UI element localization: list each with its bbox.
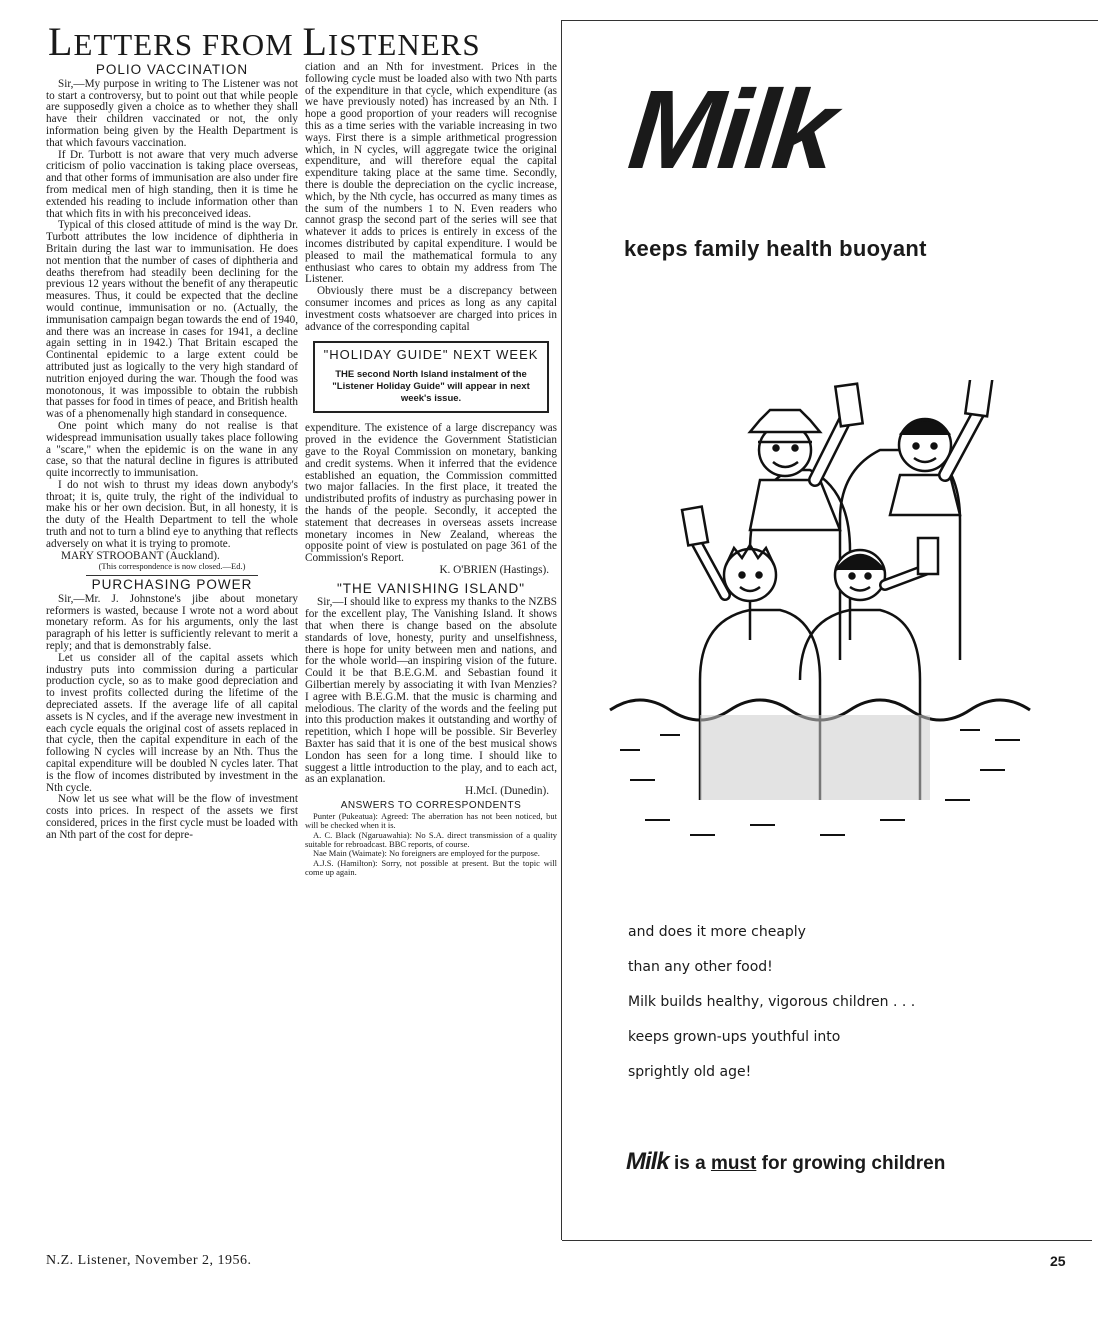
answer-item: Nae Main (Waimate): No foreigners are employed for the purpose. bbox=[313, 848, 540, 859]
column-1 bbox=[46, 62, 298, 842]
copy-line: keeps grown-ups youthful into bbox=[628, 1029, 841, 1045]
vanishing-signature: H.McI. (Dunedin). bbox=[465, 785, 549, 798]
purchasing-cont-3: expenditure. The existence of a large discrepancy was proved in the evidence the Government Statistician gave to the Royal Commission on monetary, banking and credit systems. When it inferred that the evidence established an equation, the Commission committed two major fallacies. In the first place, it treated the undistributed profits of industry as purchasing power in the hands of the people. Secondly, it accepted the statement that decreases in overseas assets increase monetary incomes in New Zealand, whereas the opposite point of view is postulated on page 361 of the Commission's Report. bbox=[305, 422, 557, 565]
advert-top-rule bbox=[562, 20, 1098, 21]
answer-item: Punter (Pukeatua): Agreed: The aberration has not been noticed, but will be checked when it is. bbox=[305, 810, 557, 831]
advert-bottom-rule bbox=[562, 1240, 1092, 1241]
column-divider bbox=[561, 20, 562, 1240]
page-number: 25 bbox=[1050, 1253, 1066, 1269]
purchasing-para-1: Sir,—Mr. J. Johnstone's jibe about monetary reformers is wasted, because I wrote not a word about monetary reform. As for his arguments, only the last paragraph of his letter is sufficiently relevant to merit a reply; and that is demonstrably false. bbox=[46, 592, 298, 652]
advert-copy bbox=[628, 915, 915, 1090]
polio-para-3: Typical of this closed attitude of mind is the way Dr. Turbott attributes the low incidence of diphtheria in Britain during the last war to immunisation. He does not mention that the number of cases of diphtheria and deaths therefrom had steadily been declining for the previous 12 years without the benefit of any therapeutic measures. Thus, it could be expected that the decline would continue, immunisation or no. (Actually, the immunisation campaign began towards the end of 1940, and there was an increase in cases for 1941, a decline again setting in in 1942.) That Britain escaped the Continental epidemic to a large extent could be attributed just as logically to the very high standard of nutrition enjoyed during the war. Though the food was monotonous, it was impossible to obtain the rubbish that passes for food in times of peace, and British health was of a phenomenally high standard in consequence. bbox=[46, 219, 298, 421]
advert-tagline: keeps family health buoyant bbox=[624, 236, 927, 261]
purchasing-cont-1: ciation and an Nth for investment. Prices in the following cycle must be loaded also with two Nth parts of the expenditure in that cycle, which expenditure (as we have previously noted) has increased by an Nth. I hope a good proportion of your readers will recognise this as a time series with the variable increasing in two ways. First there is a simple arithmetical progression which, in N cycles, will aggregate twice the original expenditure, and will therefore equal the capital expenditure taking place at the same time. Secondly, there is double the depreciation on the cyclic increase, which, by the Nth cycle, has occurred as many times as the sum of the numbers 1 to N. Even readers who cannot grasp the second part of the series will see that whatever it adds to prices is entirely in excess of the incomes distributed by capital expenditure. I would be pleased to mail the mathematical formula to any enthusiast who cares to obtain my address from The Listener. bbox=[305, 61, 557, 286]
purchasing-signature: K. O'BRIEN (Hastings). bbox=[439, 563, 549, 576]
vanishing-heading: "THE VANISHING ISLAND" bbox=[336, 580, 526, 596]
answer-item: A.J.S. (Hamilton): Sorry, not possible at present. But the topic will come up again. bbox=[305, 857, 557, 878]
copy-line: than any other food! bbox=[628, 959, 773, 975]
footer-publication-date: N.Z. Listener, November 2, 1956. bbox=[46, 1253, 252, 1268]
polio-para-5: I do not wish to thrust my ideas down anybody's throat; it is, quite truly, the right of the individual to make his or her own decision. But, in all honesty, it is the duty of the Health Department to tell the whole truth and not to turn a blind eye to anything that reflects adversely on what it is trying to promote. bbox=[46, 478, 298, 550]
divider bbox=[86, 575, 258, 576]
family-in-milk-bottles-illustration bbox=[600, 380, 1040, 850]
answers-heading: ANSWERS TO CORRESPONDENTS bbox=[340, 800, 522, 812]
holiday-box-body: THE second North Island instalment of the "Listener Holiday Guide" will appear in next week's issue. bbox=[332, 369, 530, 405]
page-title: LETTERS FROM LISTENERS bbox=[48, 19, 481, 64]
holiday-box-title: "HOLIDAY GUIDE" NEXT WEEK bbox=[323, 347, 539, 363]
copy-line: and does it more cheaply bbox=[628, 924, 806, 940]
polio-para-4: One point which many do not realise is that widespread immunisation usually takes place following a "scare," when the epidemic is on the wane in any case, so that the natural decline in figures is attributed quite incorrectly to immunisation. bbox=[46, 419, 298, 480]
slogan-must: must bbox=[710, 1153, 757, 1174]
purchasing-heading: PURCHASING POWER bbox=[91, 576, 253, 592]
slogan-milk-logo: Milk bbox=[626, 1148, 669, 1175]
slogan-pre: is a bbox=[673, 1153, 706, 1174]
vanishing-para: Sir,—I should like to express my thanks to the NZBS for the excellent play, The Vanishing Island. It shows that when there is change based on the absolute standards of love, honesty, purity and unselfishness, there is hope for unity between men and nations, and for the whole world—an inspiring vision of the future. Could it be that B.E.G.M. and Sebastian found it Gilbertian merely by associating it with Ivan Menzies? I agree with B.E.G.M. that the music is charming and melodious. The clarity of the words and the feeling put into this production makes it outstanding and worthy of repetition, which I hope will be possible. Sir Beverley Baxter has said that it is one of the best musical shows London has seen for a long time. I should like to suggest a little introduction to the play, and to each act, as an explanation. bbox=[305, 596, 557, 786]
column-2 bbox=[305, 62, 557, 878]
polio-para-2: If Dr. Turbott is not aware that very much adverse criticism of polio vaccination is taking place overseas, and that other forms of immunisation are also under fire from medical men of high standing, then it is time he extended his reading to include information other than that which fits in with his preconceived ideas. bbox=[46, 148, 298, 220]
advert-slogan bbox=[626, 1148, 945, 1176]
purchasing-para-2: Let us consider all of the capital assets which industry puts into commission during a particular production cycle, so as to make good depreciation and to invest profits collected during the lifetime of the depreciated assets. If the average life of all capital assets is N cycles, and if the average new investment in each cycle equals the original cost of assets replaced in that cycle, then the capital expenditure in each of the following N cycles will increase by an Nth. Thus the capital expenditure will be doubled N cycles later. That is the flow of incomes distributed by investment in the Nth cycle. bbox=[46, 651, 298, 794]
slogan-post: for growing children bbox=[761, 1153, 946, 1174]
purchasing-para-3: Now let us see what will be the flow of investment costs into prices. In respect of the assets we first considered, prices in the first cycle must be loaded with an Nth part of the cost for depre- bbox=[46, 793, 298, 841]
purchasing-cont-2: Obviously there must be a discrepancy between consumer incomes and prices as long as any capital investment costs whatsoever are charged into prices in advance of the corresponding capital bbox=[305, 285, 557, 333]
answers-list bbox=[305, 812, 557, 878]
copy-line: Milk builds healthy, vigorous children . . . bbox=[628, 994, 916, 1010]
polio-signature: MARY STROOBANT (Auckland). bbox=[61, 549, 220, 562]
polio-para-1: Sir,—My purpose in writing to The Listener was not to start a controversy, but to point out that while people are supposedly given a choice as to whether they shall have their children vaccinated or not, the only information being given by the Health Department is that which favours vaccination. bbox=[46, 77, 298, 149]
answer-item: A. C. Black (Ngaruawahia): No S.A. direct transmission of a quality suitable for rebroadcast. BBC reports, of course. bbox=[305, 829, 557, 850]
holiday-guide-box bbox=[313, 341, 549, 413]
editor-note: (This correspondence is now closed.—Ed.) bbox=[98, 561, 246, 572]
copy-line: sprightly old age! bbox=[628, 1064, 752, 1080]
milk-logo: Milk bbox=[623, 67, 839, 192]
polio-heading: POLIO VACCINATION bbox=[95, 62, 249, 77]
